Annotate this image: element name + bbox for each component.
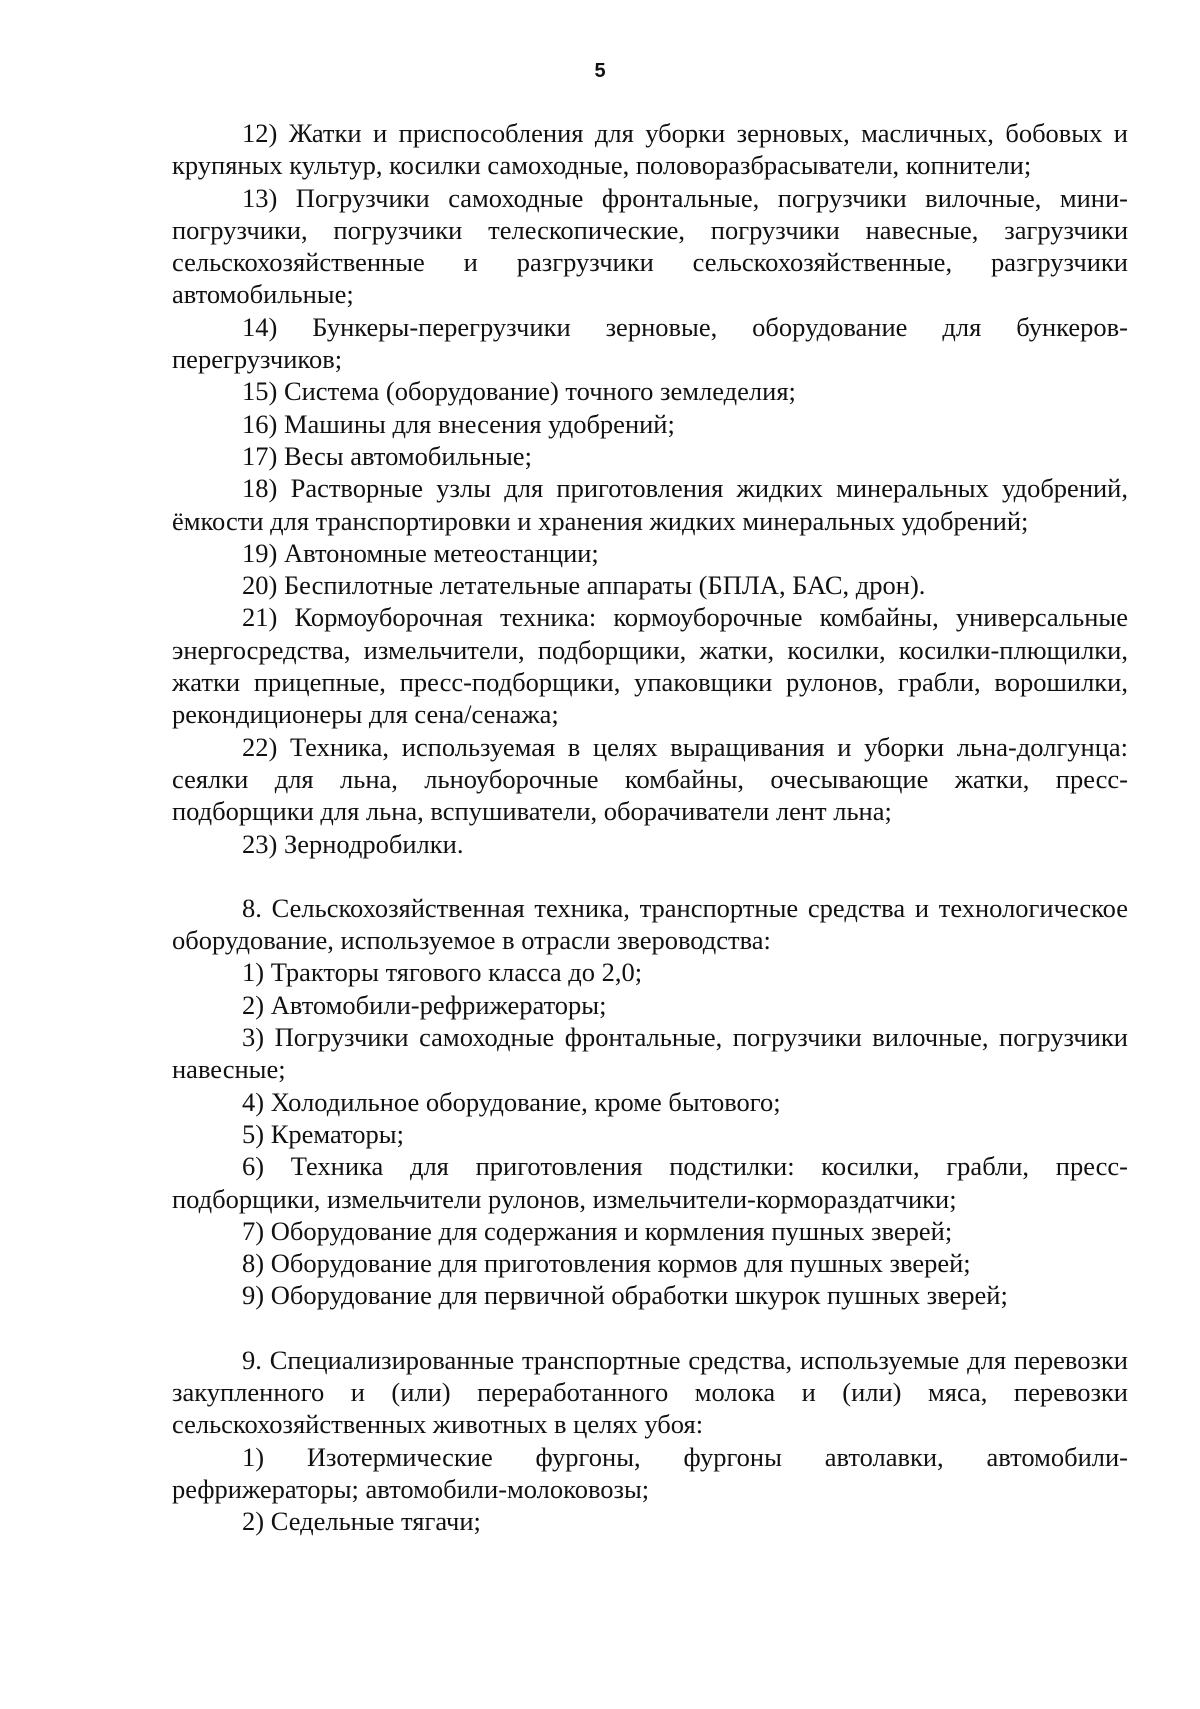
- list-item: 14) Бункеры-перегрузчики зерновые, оборудование для бункеров-перегрузчиков;: [172, 311, 1128, 375]
- list-item: 21) Кормоуборочная техника: кормоуборочные комбайны, универсальные энергосредства, измельчители, подборщики, жатки, косилки, косилки-плющилки, жатки прицепные, пресс-подборщики, упаковщики рулонов, грабли, ворошилки, рекондиционеры для сена/сенажа;: [172, 602, 1128, 730]
- list-item: 18) Растворные узлы для приготовления жидких минеральных удобрений, ёмкости для транспортировки и хранения жидких минеральных удобрений;: [172, 473, 1128, 536]
- list-item: 12) Жатки и приспособления для уборки зерновых, масличных, бобовых и крупяных культур, косилки самоходные, половоразбрасыватели, копнители;: [172, 118, 1128, 181]
- list-item: 13) Погрузчики самоходные фронтальные, погрузчики вилочные, мини-погрузчики, погрузчики телескопические, погрузчики навесные, загрузчики сельскохозяйственные и разгрузчики сельскохозяйственные, разгрузчики автомобильные;: [172, 182, 1128, 310]
- section-heading: 9. Специализированные транспортные средства, используемые для перевозки закупленного и (или) переработанного молока и (или) мяса, перевозки сельскохозяйственных животных в целях убоя:: [172, 1344, 1128, 1440]
- list-item: 7) Оборудование для содержания и кормления пушных зверей;: [242, 1215, 953, 1246]
- list-item: 1) Изотермические фургоны, фургоны автолавки, автомобили-рефрижераторы; автомобили-молоковозы;: [172, 1441, 1128, 1504]
- list-item: 15) Система (оборудование) точного земледелия;: [242, 376, 796, 407]
- list-item: 8) Оборудование для приготовления кормов для пушных зверей;: [242, 1248, 971, 1279]
- list-item: 4) Холодильное оборудование, кроме бытового;: [242, 1086, 781, 1117]
- section-heading: 8. Сельскохозяйственная техника, транспортные средства и технологическое оборудование, используемое в отрасли звероводства:: [172, 892, 1128, 956]
- list-item: 16) Машины для внесения удобрений;: [242, 408, 675, 439]
- list-item: 20) Беспилотные летательные аппараты (БПЛА, БАС, дрон).: [242, 570, 926, 601]
- section-gap: [172, 860, 1128, 892]
- document-body: [172, 117, 1128, 1537]
- list-item: 17) Весы автомобильные;: [242, 440, 532, 471]
- list-item: 9) Оборудование для первичной обработки шкурок пушных зверей;: [242, 1280, 1008, 1311]
- page-number: 5: [594, 60, 606, 82]
- list-item: 3) Погрузчики самоходные фронтальные, погрузчики вилочные, погрузчики навесные;: [172, 1022, 1128, 1085]
- list-item: 2) Автомобили-рефрижераторы;: [242, 989, 607, 1020]
- list-item: 1) Тракторы тягового класса до 2,0;: [242, 957, 643, 988]
- list-item: 6) Техника для приготовления подстилки: косилки, грабли, пресс-подборщики, измельчители рулонов, измельчители-кормораздатчики;: [172, 1151, 1128, 1214]
- list-item: 5) Крематоры;: [242, 1118, 404, 1149]
- section-gap: [172, 1312, 1128, 1344]
- list-item: 23) Зернодробилки.: [242, 828, 464, 859]
- list-item: 22) Техника, используемая в целях выращивания и уборки льна-долгунца: сеялки для льна, льноуборочные комбайны, очесывающие жатки, пресс-подборщики для льна, вспушиватели, оборачиватели лент льна;: [172, 731, 1128, 827]
- list-item: 2) Седельные тягачи;: [242, 1506, 481, 1537]
- list-item: 19) Автономные метеостанции;: [242, 537, 599, 568]
